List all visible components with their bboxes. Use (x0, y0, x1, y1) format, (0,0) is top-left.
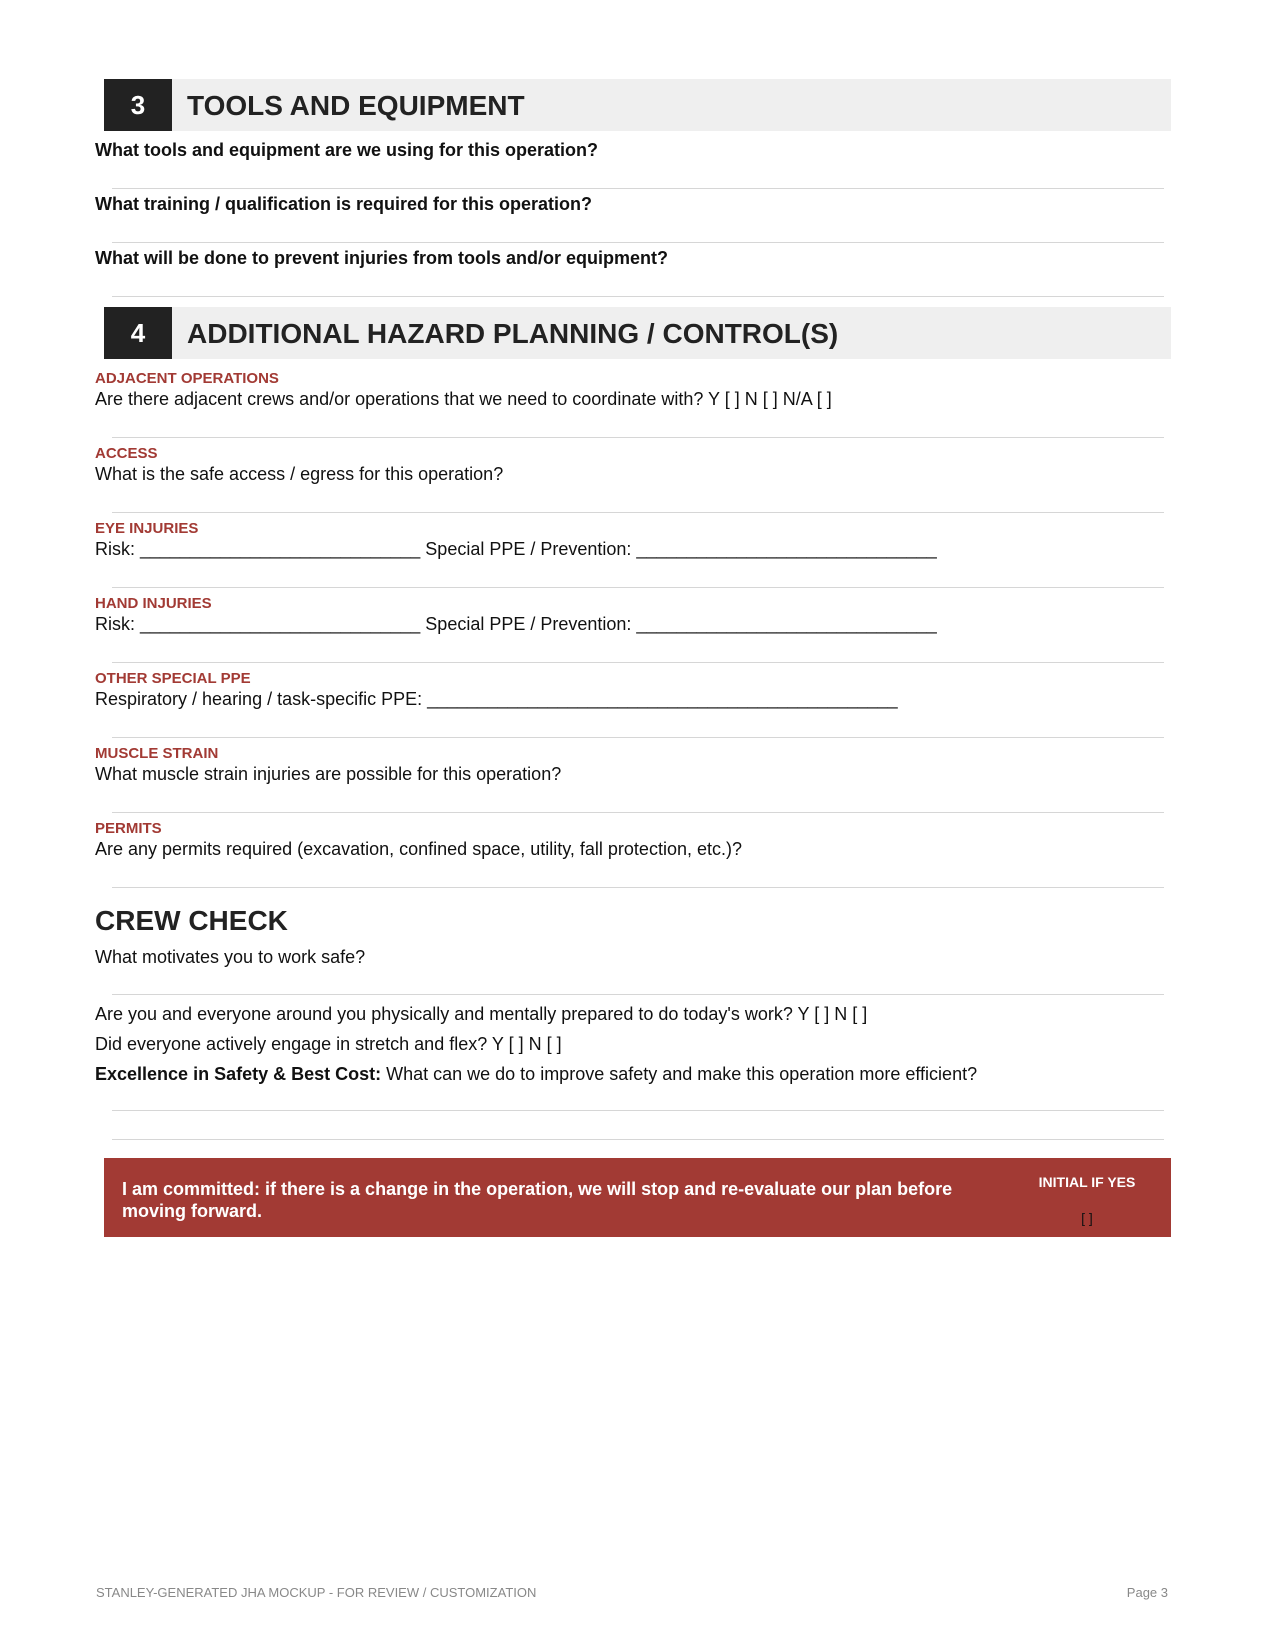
crew-check-title: CREW CHECK (95, 905, 288, 936)
tools-question: What tools and equipment are we using for this operation? (95, 140, 599, 160)
answer-line (112, 512, 1164, 513)
answer-line (112, 662, 1164, 663)
motivation-question: What motivates you to work safe? (95, 947, 366, 967)
section-4-number: 4 (104, 307, 172, 359)
access-question: What is the safe access / egress for this operation? (95, 464, 504, 484)
training-question: What training / qualification is required for this operation? (95, 194, 593, 214)
eye-injuries-fields: Risk: ____________________________ Special PPE / Prevention: ______________________________ (95, 539, 937, 559)
answer-line (112, 812, 1164, 813)
answer-line (112, 587, 1164, 588)
answer-line (112, 1110, 1164, 1111)
category-permits: PERMITS (95, 820, 162, 837)
hand-injuries-fields: Risk: ____________________________ Special PPE / Prevention: ______________________________ (95, 614, 937, 634)
injury-prevention-question: What will be done to prevent injuries from tools and/or equipment? (95, 248, 669, 268)
category-adjacent-operations: ADJACENT OPERATIONS (95, 370, 279, 387)
section-4-header (104, 307, 1171, 359)
excellence-question: What can we do to improve safety and make this operation more efficient? (381, 1064, 978, 1084)
prepared-question: Are you and everyone around you physically and mentally prepared to do today's work? Y [ ] N [ ] (95, 1004, 868, 1024)
answer-line (112, 296, 1164, 297)
answer-line (112, 737, 1164, 738)
commitment-banner (104, 1158, 1171, 1237)
section-3-header (104, 79, 1171, 131)
category-access: ACCESS (95, 445, 158, 462)
other-ppe-field: Respiratory / hearing / task-specific PPE: _______________________________________________ (95, 689, 898, 709)
initial-if-yes-label: INITIAL IF YES (1038, 1174, 1136, 1190)
excellence-label: Excellence in Safety & Best Cost: (95, 1064, 382, 1084)
stretch-question: Did everyone actively engage in stretch and flex? Y [ ] N [ ] (95, 1034, 562, 1054)
answer-line (112, 242, 1164, 243)
permits-question: Are any permits required (excavation, confined space, utility, fall protection, etc.)? (95, 839, 742, 859)
answer-line (112, 994, 1164, 995)
category-muscle-strain: MUSCLE STRAIN (95, 745, 219, 762)
answer-line (112, 188, 1164, 189)
category-other-special-ppe: OTHER SPECIAL PPE (95, 670, 251, 687)
muscle-strain-question: What muscle strain injuries are possible for this operation? (95, 764, 562, 784)
answer-line (112, 437, 1164, 438)
answer-line (112, 887, 1164, 888)
answer-line (112, 1139, 1164, 1140)
initial-checkbox[interactable]: [ ] (1081, 1210, 1093, 1226)
adjacent-operations-question: Are there adjacent crews and/or operations that we need to coordinate with? Y [ ] N [ ] N/A [ ] (95, 389, 832, 409)
page-number: Page 3 (1126, 1585, 1168, 1600)
category-eye-injuries: EYE INJURIES (95, 520, 199, 537)
section-3-number: 3 (104, 79, 172, 131)
footer-text: STANLEY-GENERATED JHA MOCKUP - FOR REVIEW / CUSTOMIZATION (96, 1585, 537, 1600)
excellence-question-line (95, 1064, 977, 1085)
category-hand-injuries: HAND INJURIES (95, 595, 212, 612)
commitment-text: I am committed: if there is a change in the operation, we will stop and re-evaluate our plan before moving forward. (122, 1179, 953, 1221)
section-3-title: TOOLS AND EQUIPMENT (187, 90, 525, 121)
section-4-title: ADDITIONAL HAZARD PLANNING / CONTROL(S) (187, 318, 839, 349)
